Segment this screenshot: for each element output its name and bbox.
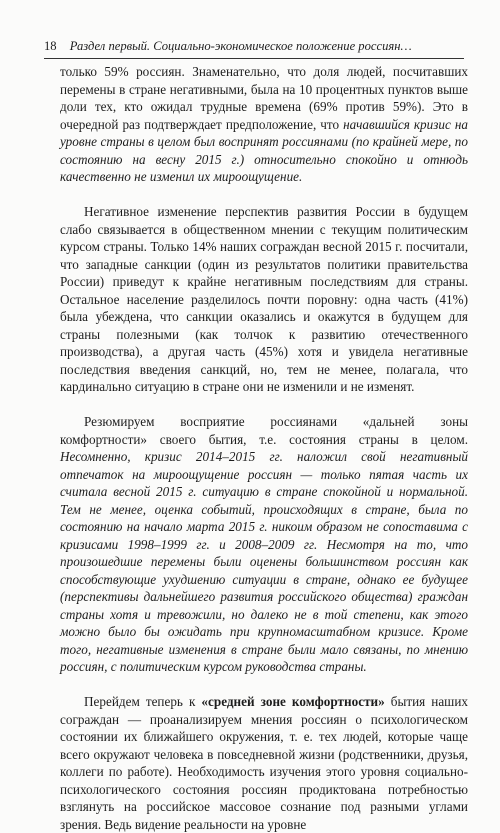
paragraph-4 — [60, 693, 468, 833]
paragraph-3 — [60, 413, 468, 676]
paragraph-2-text: Негативное изменение перспектив развития России в будущем слабо связывается в общественном мнении с текущим политическим курсом страны. Только 14% наших сограждан весной 2015 г. посчитали, что западные санкции (один из результатов политики правительства России) приведут к крайне негативным последствиям для страны. Остальное население разделилось почти поровну: одна часть (41%) была убеждена, что санкции оказались и окажутся в будущем для страны полезными (как толчок к развитию отечественного производства), а другая часть (45%) хотя и увидела негативные последствия введения санкций, но, тем не менее, полагала, что кардинально ситуацию в стране они не изменили и не изменят. — [60, 204, 468, 394]
paragraph-4-bold-term: «средней зоне комфортности» — [201, 694, 385, 709]
paragraph-2 — [60, 203, 468, 396]
paragraph-1 — [60, 63, 468, 186]
header-rule — [44, 58, 464, 59]
paragraph-3-emphasis: Несомненно, кризис 2014–2015 гг. наложил свой негативный отпечаток на мироощущение россиян — только пятая часть их считала весной 2015 г. ситуацию в стране спокойной и нормальной. Тем не менее, оценка событий, происходящих в стране, была по состоянию на начало марта 2015 г. никоим образом не сопоставима с кризисами 1998–1999 гг. и 2008–2009 гг. Несмотря на то, что произошедшие перемены были оценены большинством россиян как способствующие ухудшению ситуации в стране, однако ее будущее (перспективы дальнейшего развития российского общества) граждан страны хотя и тревожили, но далеко не в той степени, как этого можно было бы ожидать при крупномасштабном кризисе. Кроме того, негативные изменения в стране были мало связаны, по мнению россиян, с политическим курсом руководства страны. — [60, 449, 468, 674]
paragraph-1-emphasis: начавшийся кризис на уровне страны в целом был воспринят россиянами (по крайней мере, по состоянию на весну 2015 г.) относительно спокойно и отнюдь качественно не изменил их мироощущение. — [60, 116, 468, 184]
running-header — [44, 38, 464, 54]
paragraph-4-text-end: бытия наших сограждан — проанализируем мнения россиян о психологическом состоянии их ближайшего окружения, т. е. тех людей, которые чаще всего окружают человека в повседневной жизни (родственники, друзья, коллеги по работе). Необходимость изучения этого уровня социально-психологического состояния россиян продиктована потребностью взглянуть на российское массовое сознание под разными углами зрения. Ведь видение реальности на уровне — [60, 694, 468, 832]
page-body — [60, 63, 468, 833]
paragraph-4-text-start: Перейдем теперь к — [84, 694, 202, 709]
paragraph-3-text: Резюмируем восприятие россиянами «дальней зоны комфортности» своего бытия, т.е. состояния страны в целом. — [60, 414, 468, 447]
paragraph-1-text: только 59% россиян. Знаменательно, что доля людей, посчитавших перемены в стране негативными, была на 10 процентных пунктов выше доли тех, кто ожидал трудные времена (69% против 59%). Это в очередной раз подтверждает предположение, что — [60, 64, 468, 132]
running-title: Раздел первый. Социально-экономическое положение россиян… — [69, 39, 412, 53]
page-number: 18 — [44, 39, 57, 53]
